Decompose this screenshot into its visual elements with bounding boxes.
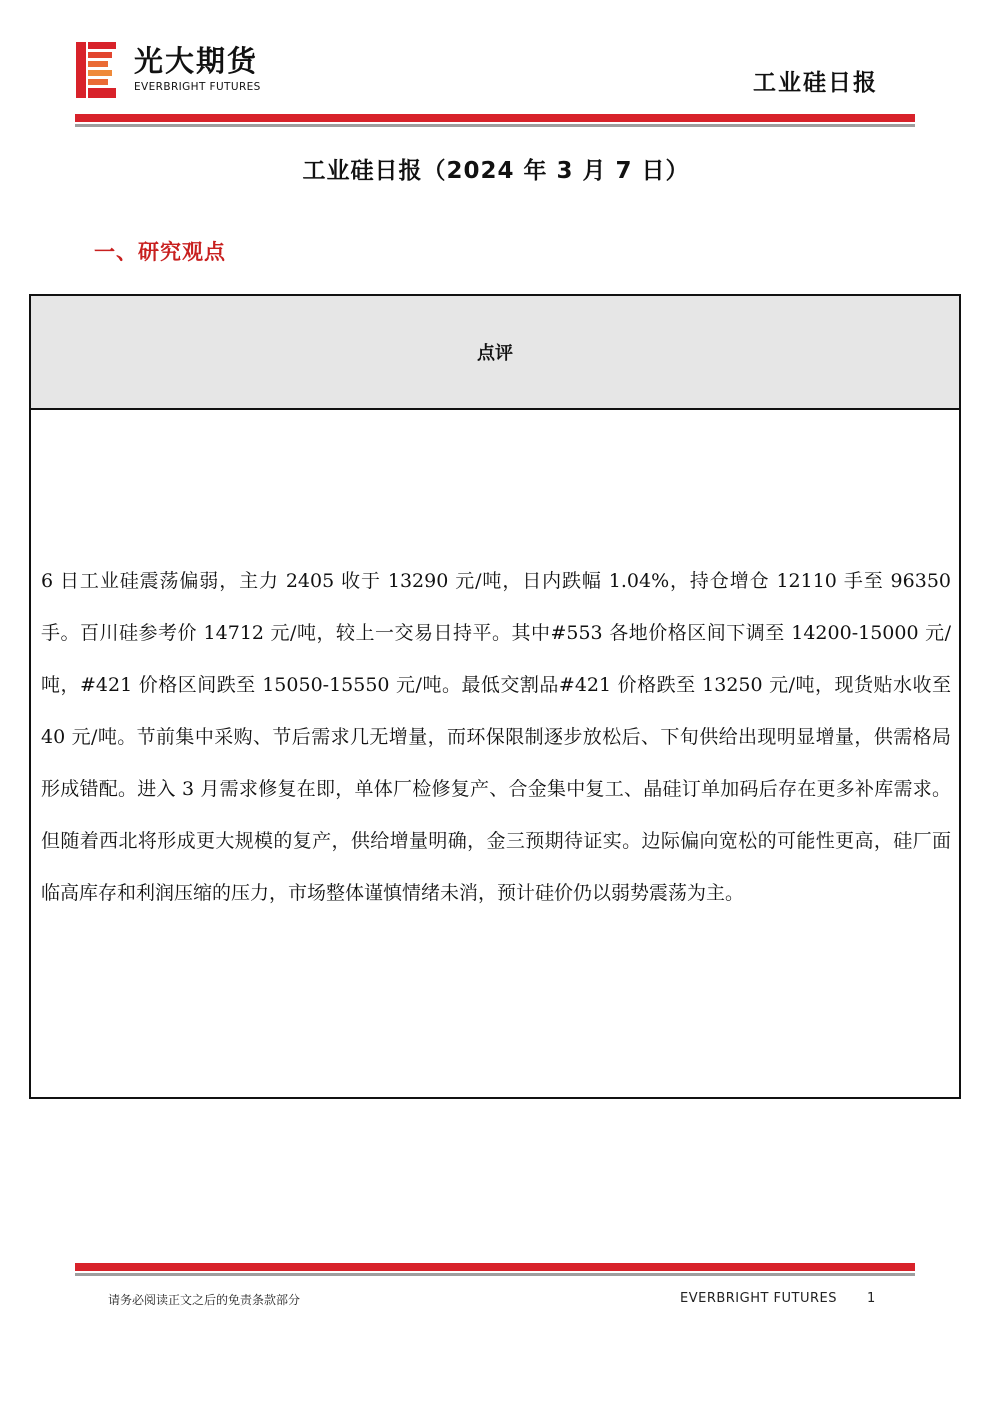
page-number: 1 <box>867 1291 876 1306</box>
company-logo <box>76 42 286 98</box>
everbright-logo-icon <box>76 42 116 98</box>
footer-brand: EVERBRIGHT FUTURES <box>680 1291 838 1306</box>
comment-table <box>29 294 961 1099</box>
section-heading: 一、研究观点 <box>94 240 226 264</box>
report-type-tag: 工业硅日报 <box>753 70 878 96</box>
table-header-label: 点评 <box>477 343 513 364</box>
comment-paragraph: 6 日工业硅震荡偏弱，主力 2405 收于 13290 元/吨，日内跌幅 1.04%，持仓增仓 12110 手至 96350 手。百川硅参考价 14712 元/吨，较上一交易日持平。其中#553 各地价格区间下调至 14200-15000 元/吨，#421 价格区间跌至 15050-15550 元/吨。最低交割品#421 价格跌至 13250 元/吨，现货贴水收至 40 元/吨。节前集中采购、节后需求几无增量，而环保限制逐步放松后、下旬供给出现明显增量，供需格局形成错配。进入 3 月需求修复在即，单体厂检修复产、合金集中复工、晶硅订单加码后存在更多补库需求。但随着西北将形成更大规模的复产，供给增量明确，金三预期待证实。边际偏向宽松的可能性更高，硅厂面临高库存和利润压缩的压力，市场整体谨慎情绪未消，预计硅价仍以弱势震荡为主。 <box>41 570 951 904</box>
footer-disclaimer: 请务必阅读正文之后的免责条款部分 <box>108 1293 301 1307</box>
logo-english-name: EVERBRIGHT FUTURES <box>134 81 261 93</box>
page-title: 工业硅日报（2024 年 3 月 7 日） <box>302 158 690 184</box>
logo-chinese-name: 光大期货 <box>134 44 259 78</box>
footer-divider <box>75 1263 915 1271</box>
table-header <box>31 296 959 410</box>
header-divider <box>75 114 915 122</box>
table-body <box>31 410 959 1097</box>
